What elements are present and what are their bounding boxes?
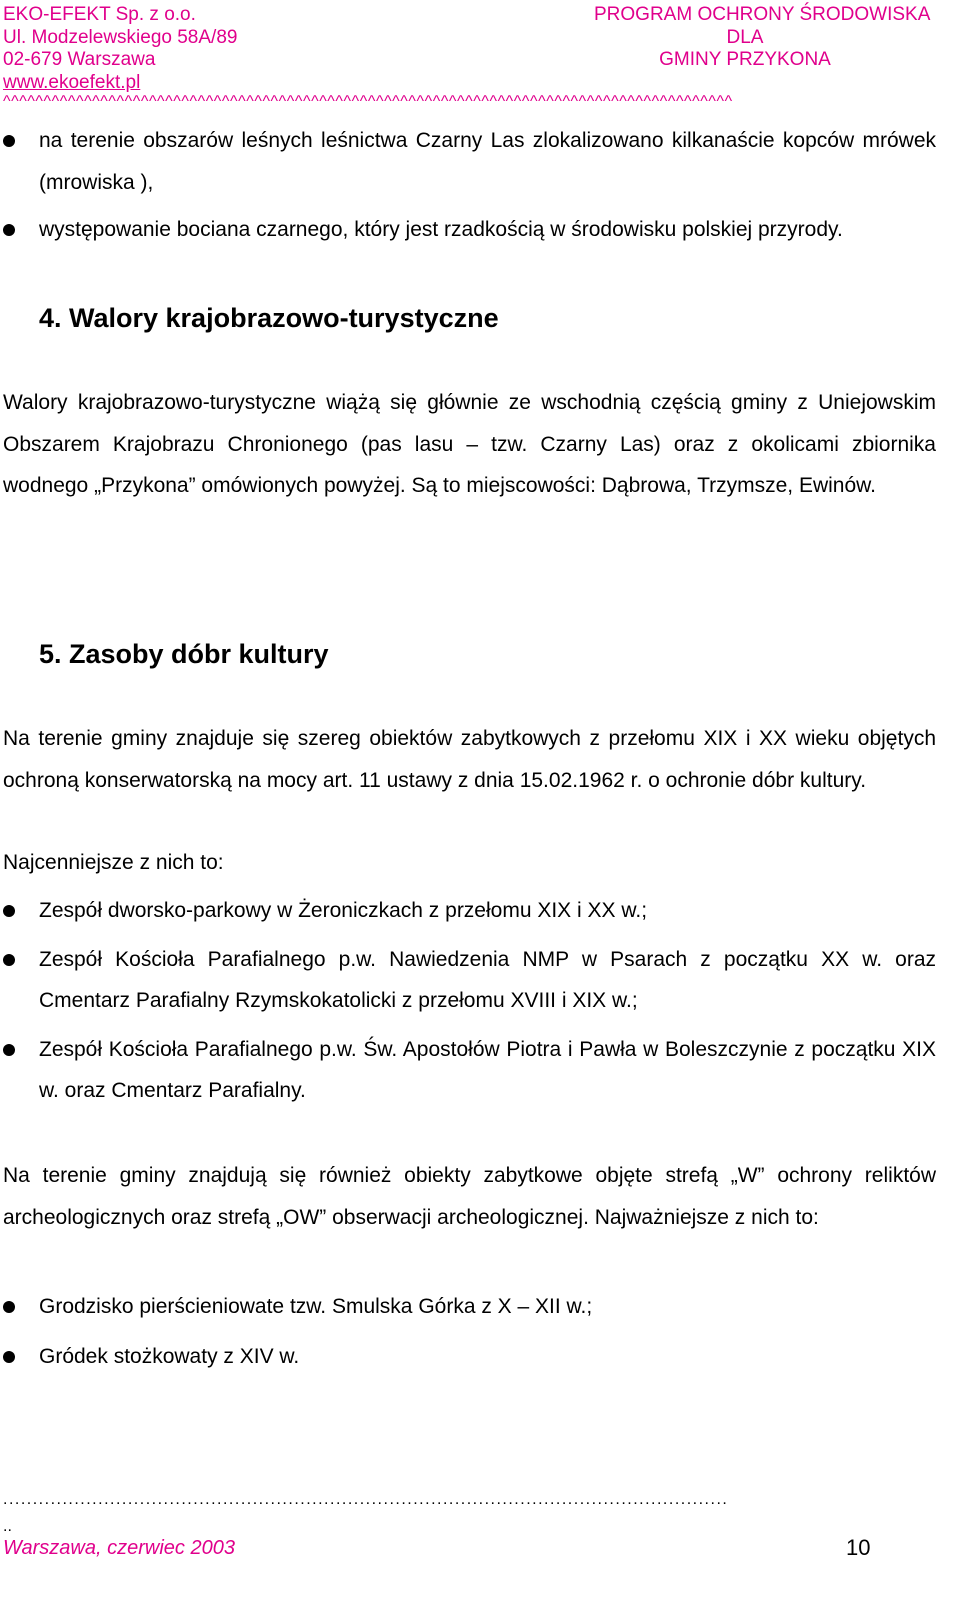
bullet-icon [3,954,15,966]
archaeology-list [0,1286,936,1377]
section-4-heading: 4. Walory krajobrazowo-turystyczne [39,303,499,333]
monuments-list [0,890,936,1112]
program-title-line1: PROGRAM OCHRONY ŚRODOWISKA [594,4,931,25]
fauna-list [0,120,936,251]
bullet-icon [3,224,15,236]
footer-dots: .......................................................................................................................... [3,1491,729,1508]
bullet-icon [3,1351,15,1363]
list-item: Gródek stożkowaty z XIV w. [0,1336,936,1378]
bullet-icon [3,135,15,147]
section-5-heading: 5. Zasoby dóbr kultury [39,639,329,669]
program-title-line2: DLA [726,26,764,48]
header-separator: ^^^^^^^^^^^^^^^^^^^^^^^^^^^^^^^^^^^^^^^^^^^^^^^^^^^^^^^^^^^^^^^^^^^^^^^^^^^^^^^^^^^^^^^^^^ [3,93,733,110]
bullet-icon [3,1044,15,1056]
header-program-title [594,4,931,72]
list-item: Zespół Kościoła Parafialnego p.w. Św. Apostołów Piotra i Pawła w Boleszczynie z początku XIX w. oraz Cmentarz Parafialny. [0,1029,936,1112]
program-title-line3: GMINY PRZYKONA [659,49,831,70]
list-item: Grodzisko pierścieniowate tzw. Smulska Górka z X – XII w.; [0,1286,936,1328]
bullet-icon [3,1301,15,1313]
section-5-archaeology-paragraph: Na terenie gminy znajdują się również obiekty zabytkowe objęte strefą „W” ochrony reliktów archeologicznych oraz strefą „OW” obserwacji archeologicznej. Najważniejsze z nich to: [3,1164,936,1229]
list-item: Zespół dworsko-parkowy w Żeroniczkach z przełomu XIX i XX w.; [0,890,936,932]
list-item: na terenie obszarów leśnych leśnictwa Czarny Las zlokalizowano kilkanaście kopców mrówek (mrowiska ), [0,120,936,203]
company-street: Ul. Modzelewskiego 58A/89 [3,26,238,48]
page-number: 10 [846,1535,871,1560]
section-5-paragraph: Na terenie gminy znajduje się szereg obiektów zabytkowych z przełomu XIX i XX wieku objętych ochroną konserwatorską na mocy art. 11 ustawy z dnia 15.02.1962 r. o ochronie dóbr kultury. [3,727,936,792]
company-city: 02-679 Warszawa [3,49,156,70]
section-5-intro: Najcenniejsze z nich to: [3,851,224,874]
footer-place-date: Warszawa, czerwiec 2003 [3,1537,235,1559]
header-address [3,4,237,94]
list-item: Zespół Kościoła Parafialnego p.w. Nawiedzenia NMP w Psarach z początku XX w. oraz Cmentarz Parafialny Rzymskokatolicki z przełomu XVIII i XIX w.; [0,939,936,1022]
company-name: EKO-EFEKT Sp. z o.o. [3,4,196,25]
list-item: występowanie bociana czarnego, który jest rzadkością w środowisku polskiej przyrody. [0,209,936,251]
bullet-icon [3,905,15,917]
company-website-link[interactable]: www.ekoefekt.pl [3,71,141,93]
section-4-paragraph: Walory krajobrazowo-turystyczne wiążą się głównie ze wschodnią częścią gminy z Uniejowskim Obszarem Krajobrazu Chronionego (pas lasu – tzw. Czarny Las) oraz z okolicami zbiornika wodnego „Przykona” omówionych powyżej. Są to miejscowości: Dąbrowa, Trzymsze, Ewinów. [3,391,936,497]
footer-dots-continued: .. [3,1518,12,1535]
